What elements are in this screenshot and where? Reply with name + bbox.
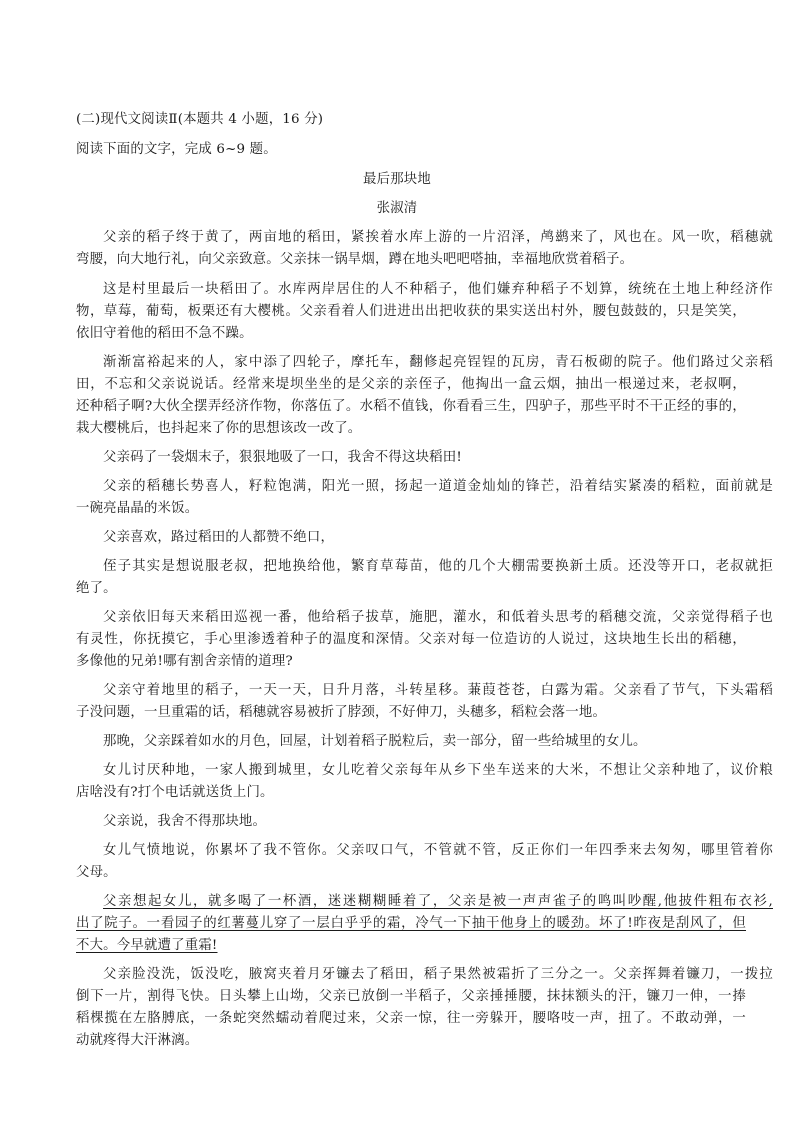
- text-line: 田，不忘和父亲说说话。经常来堤坝坐坐的是父亲的亲侄子，他掏出一盒云烟，抽出一根递过来，老叔啊，: [76, 377, 746, 392]
- article-title: 最后那块地: [363, 172, 431, 187]
- text-line: 女儿讨厌种地，一家人搬到城里，女儿吃着父亲每年从乡下坐车送来的大米，不想让父亲种地了，议价粮: [103, 763, 773, 778]
- text-line: 一碗亮晶晶的米饭。: [76, 501, 199, 516]
- text-line: 父亲喜欢，路过稻田的人都赞不绝口，: [103, 530, 335, 545]
- text-line: 栽大樱桃后，也抖起来了你的思想该改一改了。: [76, 421, 362, 436]
- text-line: 父亲依旧每天来稻田巡视一番，他给稻子拔草，施肥，灌水，和低着头思考的稻穗交流，父亲觉得稻子也: [103, 610, 773, 625]
- text-line: 侄子其实是想说服老叔，把地换给他，繁育草莓苗，他的几个大棚需要换新土质。还没等开口，老叔就拒: [103, 559, 773, 574]
- text-line: 弯腰，向大地行礼，向父亲致意。父亲抹一锅旱烟，蹲在地头吧吧嗒抽，幸福地欣赏着稻子。: [76, 252, 634, 267]
- text-line: 父母。: [76, 865, 117, 880]
- text-line: 依旧守着他的稻田不急不躁。: [76, 326, 253, 341]
- article-author: 张淑清: [376, 201, 418, 216]
- text-line: 还种稻子啊?大伙全摆弄经济作物，你落伍了。水稻不值钱，你看看三生，四驴子，那些平时不干正经的事的，: [76, 399, 746, 414]
- text-line: 店啥没有?打个电话就送货上门。: [76, 785, 274, 800]
- text-line: 父亲脸没洗，饭没吃，腋窝夹着月牙镰去了稻田，稻子果然被霜折了三分之一。父亲挥舞着镰刀，一拨拉: [103, 967, 773, 982]
- text-line: 父亲的稻穗长势喜人，籽粒饱满，阳光一照，扬起一道道金灿灿的锋芒，沿着结实紧凑的稻粒，面前就是: [103, 479, 773, 494]
- text-line: 父亲说，我舍不得那块地。: [103, 814, 267, 829]
- text-line: 稻棵揽在左胳膊底，一条蛇突然蠕动着爬过来，父亲一惊，往一旁躲开，腰咯吱一声，扭了。不敢动弹，一: [76, 1011, 746, 1026]
- text-line: 父亲守着地里的稻子，一天一天，日升月落，斗转星移。蒹葭苍苍，白露为霜。父亲看了节气，下头霜稻: [103, 683, 773, 698]
- underlined-text-line: 不大。今早就遭了重霜!: [76, 938, 218, 953]
- reading-instruction: 阅读下面的文字，完成 6~9 题。: [76, 142, 277, 157]
- text-line: 渐渐富裕起来的人，家中添了四轮子，摩托车，翻修起亮锃锃的瓦房，青石板砌的院子。他们路过父亲稻: [103, 355, 773, 370]
- text-line: 那晚，父亲踩着如水的月色，回屋，计划着稻子脱粒后，卖一部分，留一些给城里的女儿。: [103, 734, 647, 749]
- text-line: 这是村里最后一块稻田了。水库两岸居住的人不种稻子，他们嫌弃种稻子不划算，统统在土地上种经济作: [103, 282, 773, 297]
- text-line: 父亲码了一袋烟末子，狠狠地吸了一口，我舍不得这块稻田!: [103, 450, 462, 465]
- section-header: (二)现代文阅读Ⅱ(本题共 4 小题，16 分): [76, 112, 324, 127]
- text-line: 倒下一片，割得飞快。日头攀上山坳，父亲已放倒一半稻子，父亲捶捶腰，抹抹额头的汗，镰刀一伸，一捧: [76, 989, 746, 1004]
- text-line: 有灵性，你抚摸它，手心里渗透着种子的温度和深情。父亲对每一位造访的人说过，这块地生长出的稻穗，: [76, 632, 746, 647]
- text-line: 子没问题，一旦重霜的话，稻穗就容易被折了脖颈，不好伸刀，头穗多，稻粒会落一地。: [76, 705, 607, 720]
- text-line: 绝了。: [76, 581, 117, 596]
- underlined-text-line: 父亲想起女儿，就多喝了一杯酒，迷迷糊糊睡着了，父亲是被一声声雀子的鸣叫吵醒,他披件粗布衣衫,: [103, 894, 773, 909]
- text-line: 多像他的兄弟!哪有割舍亲情的道理?: [76, 654, 293, 669]
- underlined-text-line: 出了院子。一看园子的红薯蔓儿穿了一层白乎乎的霜，冷气一下抽干他身上的暖劲。坏了!昨夜是刮风了，但: [76, 916, 746, 931]
- text-line: 动就疼得大汗淋漓。: [76, 1033, 199, 1048]
- text-line: 父亲的稻子终于黄了，两亩地的稻田，紧挨着水库上游的一片沼泽，鸬鹚来了，风也在。风一吹，稻穗就: [103, 230, 773, 245]
- text-line: 物，草莓，葡萄，板栗还有大樱桃。父亲看着人们进进出出把收获的果实送出村外，腰包鼓鼓的，只是笑笑，: [76, 304, 746, 319]
- text-line: 女儿气愤地说，你累坏了我不管你。父亲叹口气，不管就不管，反正你们一年四季来去匆匆，哪里管着你: [103, 843, 773, 858]
